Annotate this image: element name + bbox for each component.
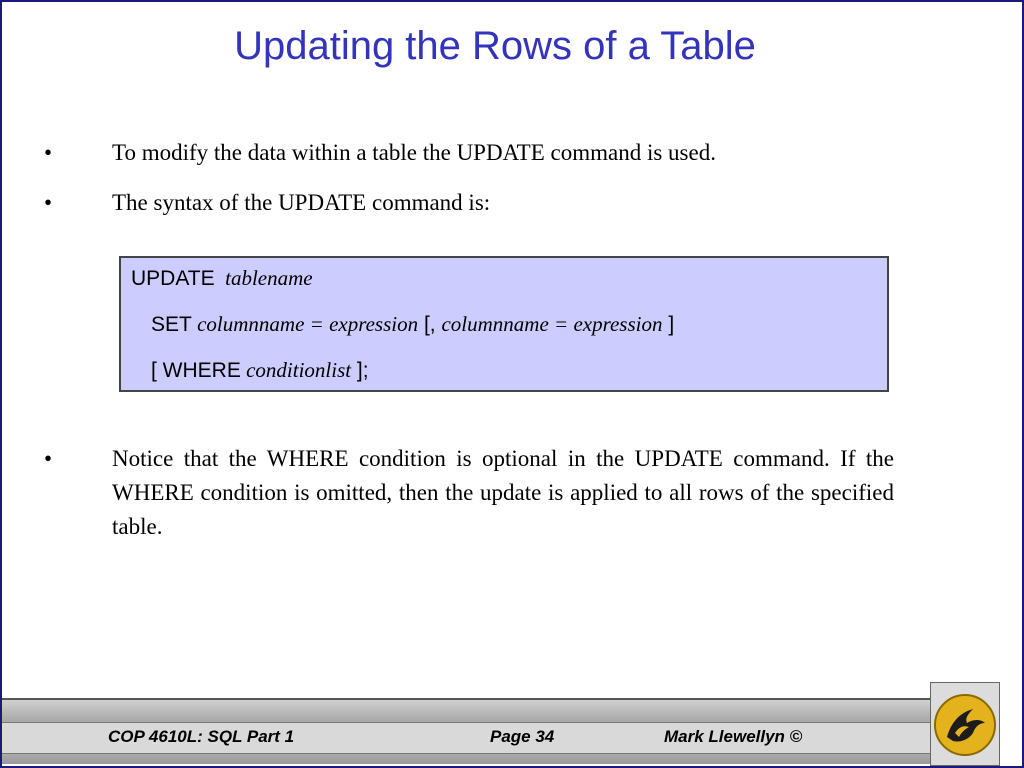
- syntax-tablename: tablename: [225, 266, 313, 290]
- syntax-bracket-close: ]: [662, 313, 675, 336]
- bullet-text: Notice that the WHERE condition is optional in the UPDATE command. If the WHERE condition is omitted, then the update is applied to all rows of the specified table.: [112, 446, 894, 539]
- syntax-columnname: columnname: [197, 312, 305, 336]
- syntax-columnname-2: columnname: [441, 312, 549, 336]
- footer-author: Mark Llewellyn ©: [664, 727, 803, 746]
- syntax-bracket-open: [,: [418, 313, 442, 336]
- footer-course: COP 4610L: SQL Part 1: [108, 727, 295, 746]
- footer-page-number: Page 34: [490, 727, 555, 746]
- syntax-box: [119, 256, 889, 392]
- syntax-line-where: [151, 358, 369, 383]
- ucf-pegasus-logo: [930, 682, 1000, 766]
- syntax-equals: =: [304, 312, 330, 336]
- syntax-keyword-where: [ WHERE: [151, 359, 241, 382]
- pegasus-icon: [933, 693, 997, 757]
- syntax-terminator: ];: [351, 359, 369, 382]
- syntax-expression-2: expression: [573, 312, 663, 336]
- bullet-symbol: •: [44, 140, 53, 165]
- syntax-expression: expression: [329, 312, 419, 336]
- slide-title: Updating the Rows of a Table: [234, 24, 756, 68]
- bullet-symbol: •: [44, 190, 53, 215]
- bullet-text: The syntax of the UPDATE command is:: [112, 190, 491, 215]
- syntax-keyword-update: UPDATE: [131, 267, 215, 290]
- syntax-equals-2: =: [548, 312, 574, 336]
- syntax-line-set: [151, 312, 674, 337]
- syntax-conditionlist: conditionlist: [246, 358, 352, 382]
- syntax-keyword-set: SET: [151, 313, 192, 336]
- footer-band: [2, 722, 930, 754]
- footer-bar: [2, 698, 930, 764]
- syntax-line-update: [131, 266, 313, 291]
- bullet-text: To modify the data within a table the UPDATE command is used.: [112, 140, 716, 165]
- bullet-symbol: •: [44, 446, 53, 471]
